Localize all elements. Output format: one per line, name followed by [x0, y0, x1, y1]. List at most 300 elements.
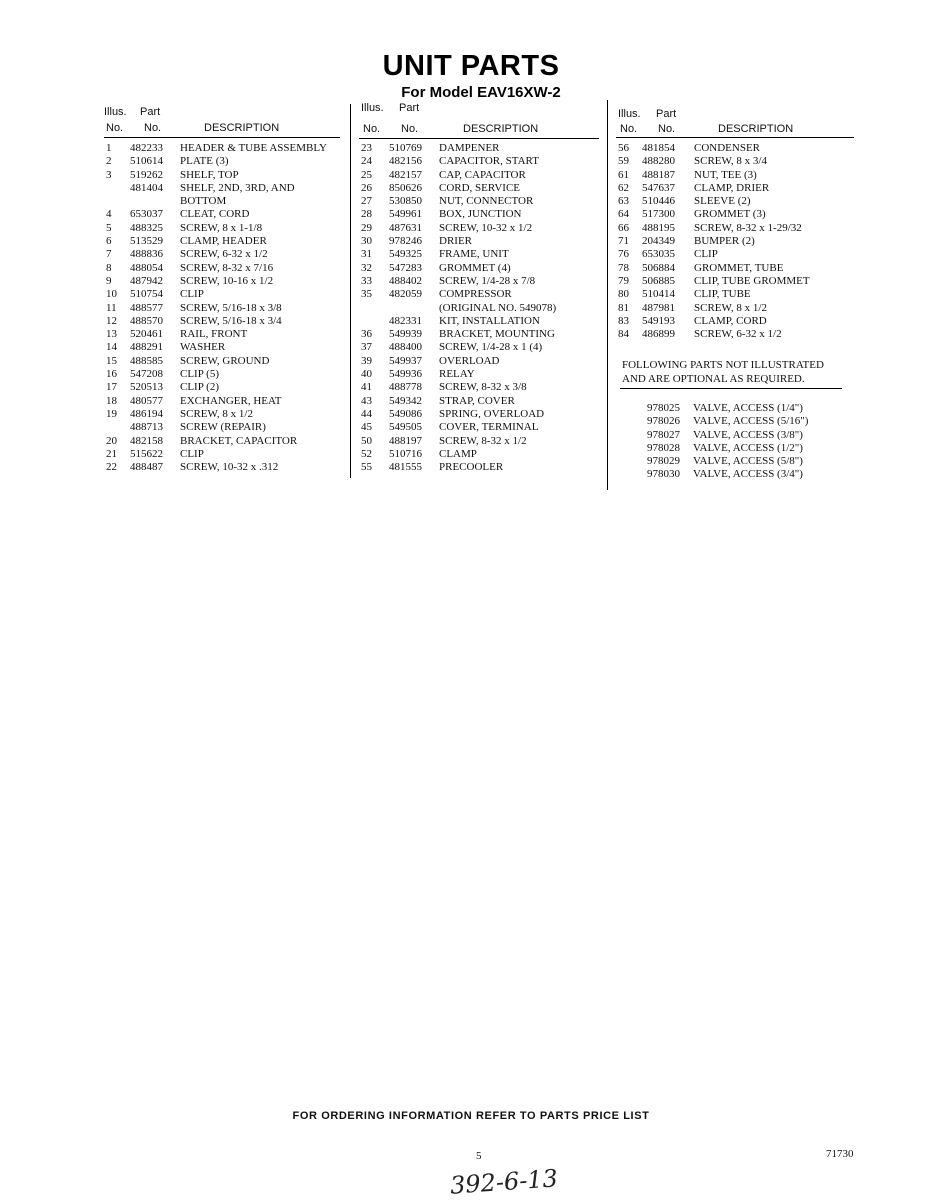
parts-list [359, 142, 603, 474]
part-number: 482331 [389, 314, 422, 327]
description-label: DESCRIPTION [463, 123, 539, 135]
illus-number: 26 [361, 181, 372, 194]
part-description: SCREW, 8-32 x 1/2 [439, 434, 527, 447]
table-row [104, 395, 344, 408]
illus-number: 28 [361, 208, 372, 221]
part-description: FRAME, UNIT [439, 248, 509, 261]
illus-number: 12 [106, 314, 117, 327]
table-row [104, 262, 344, 275]
illus-number: 63 [618, 195, 629, 208]
part-number: 530850 [389, 195, 422, 208]
table-row [359, 448, 603, 461]
illus-number: 20 [106, 434, 117, 447]
part-description: SCREW, 1/4-28 x 7/8 [439, 274, 536, 287]
part-number: 978246 [389, 235, 422, 248]
part-description: NUT, CONNECTOR [439, 195, 534, 208]
part-description: BRACKET, CAPACITOR [180, 434, 298, 447]
table-row [359, 408, 603, 421]
illus-number: 71 [618, 235, 629, 248]
part-number: 488713 [130, 421, 163, 434]
part-description: SCREW, 10-16 x 1/2 [180, 274, 274, 287]
table-row [104, 381, 344, 394]
part-description: CLIP (5) [180, 368, 220, 381]
illus-number: 30 [361, 235, 372, 248]
part-description: CAP, CAPACITOR [439, 168, 526, 181]
parts-list [104, 142, 344, 474]
illus-number: 16 [106, 368, 117, 381]
part-description: SCREW (REPAIR) [180, 421, 266, 434]
part-label: Part [656, 108, 677, 120]
part-description: SCREW, 8 x 1/2 [180, 407, 253, 420]
illus-number: 18 [106, 394, 117, 407]
illus-number: 37 [361, 341, 372, 354]
table-row [616, 182, 856, 195]
parts-column-3 [616, 106, 856, 341]
part-description: SCREW, 6-32 x 1/2 [694, 328, 782, 341]
illus-number: 50 [361, 434, 372, 447]
part-description: SCREW, 6-32 x 1/2 [180, 248, 268, 261]
parts-column-1 [104, 106, 344, 474]
part-description: CLAMP, DRIER [694, 181, 770, 194]
table-row [616, 235, 856, 248]
part-number: 510716 [389, 447, 422, 460]
table-row [359, 395, 603, 408]
part-description: SCREW, 8 x 3/4 [694, 155, 767, 168]
part-description: SCREW, 8 x 1/2 [694, 301, 767, 314]
part-description: CAPACITOR, START [439, 155, 539, 168]
table-row [616, 142, 856, 155]
part-number: 488197 [389, 434, 422, 447]
part-number: 515622 [130, 447, 163, 460]
part-description: SCREW, 10-32 x .312 [180, 461, 279, 474]
table-row [359, 421, 603, 434]
part-number: 488195 [642, 221, 675, 234]
part-description: CLIP [180, 288, 204, 301]
illus-number: 4 [106, 208, 112, 221]
part-description: CLIP [180, 447, 204, 460]
illus-number: 59 [618, 155, 629, 168]
table-row [616, 169, 856, 182]
part-number: 547208 [130, 368, 163, 381]
table-row [104, 315, 344, 328]
model-subtitle: For Model EAV16XW-2 [401, 84, 561, 101]
illus-number: 25 [361, 168, 372, 181]
illus-number: 81 [618, 301, 629, 314]
part-description: KIT, INSTALLATION [439, 314, 540, 327]
optional-parts-list [617, 402, 847, 482]
part-number: 487631 [389, 221, 422, 234]
part-number: 549325 [389, 248, 422, 261]
table-row [616, 248, 856, 261]
illus-number: 11 [106, 301, 117, 314]
part-description: RAIL, FRONT [180, 328, 248, 341]
table-row [104, 368, 344, 381]
part-description: SHELF, 2ND, 3RD, AND [180, 181, 295, 194]
part-number: 513529 [130, 235, 163, 248]
part-number: 204349 [642, 235, 675, 248]
part-number: 510754 [130, 288, 163, 301]
illus-number: 41 [361, 381, 372, 394]
part-description: SCREW, GROUND [180, 354, 270, 367]
illus-number: 13 [106, 328, 117, 341]
table-row [359, 275, 603, 288]
header-rule [359, 138, 599, 139]
part-number: 549193 [642, 314, 675, 327]
illus-number: 84 [618, 328, 629, 341]
illus-number: 52 [361, 447, 372, 460]
part-number: 488280 [642, 155, 675, 168]
part-number: 481404 [130, 181, 163, 194]
header-rule [104, 137, 340, 138]
table-row [616, 302, 856, 315]
part-number: 481555 [389, 461, 422, 474]
part-number: 549086 [389, 407, 422, 420]
table-row [104, 275, 344, 288]
part-description: BOTTOM [180, 195, 227, 208]
part-number: 482059 [389, 288, 422, 301]
part-description: COMPRESSOR [439, 288, 512, 301]
illus-number: 43 [361, 394, 372, 407]
table-row [359, 315, 603, 328]
illus-number: 56 [618, 142, 629, 154]
part-number: 488325 [130, 221, 163, 234]
part-description: EXCHANGER, HEAT [180, 394, 282, 407]
part-description: DRIER [439, 235, 472, 248]
illus-number: 80 [618, 288, 629, 301]
part-description: PLATE (3) [180, 155, 229, 168]
illus-number: 39 [361, 354, 372, 367]
part-number: 488402 [389, 274, 422, 287]
illus-number: 33 [361, 274, 372, 287]
part-description: SHELF, TOP [180, 168, 239, 181]
part-description: CLAMP, HEADER [180, 235, 267, 248]
illus-label: Illus. [361, 102, 384, 114]
page-title: UNIT PARTS [382, 50, 560, 82]
part-description: DAMPENER [439, 142, 500, 154]
part-description: WASHER [180, 341, 226, 354]
column-divider-1 [350, 104, 351, 478]
part-number: 506885 [642, 274, 675, 287]
illus-number: 55 [361, 461, 372, 474]
part-number: 549939 [389, 328, 422, 341]
header-rule [616, 137, 854, 138]
part-number: 488778 [389, 381, 422, 394]
part-no-label: No. [144, 122, 162, 134]
table-row [359, 328, 603, 341]
illus-number: 21 [106, 447, 117, 460]
part-description: VALVE, ACCESS (1/2") [693, 441, 803, 454]
part-description: BUMPER (2) [694, 235, 755, 248]
illus-number: 22 [106, 461, 117, 474]
illus-number: 10 [106, 288, 117, 301]
no-label: No. [363, 123, 381, 135]
part-number: 486194 [130, 407, 163, 420]
part-number: 488400 [389, 341, 422, 354]
parts-column-2 [359, 102, 603, 474]
description-label: DESCRIPTION [718, 123, 794, 135]
part-description: CLAMP, CORD [694, 314, 767, 327]
table-row [359, 222, 603, 235]
part-number: 549342 [389, 394, 422, 407]
document-number: 71730 [826, 1148, 854, 1160]
table-row [359, 195, 603, 208]
part-number: 488836 [130, 248, 163, 261]
table-row [359, 262, 603, 275]
ordering-footer: FOR ORDERING INFORMATION REFER TO PARTS PRICE LIST [292, 1110, 650, 1122]
part-description: VALVE, ACCESS (5/16") [693, 415, 809, 428]
part-description: SLEEVE (2) [694, 195, 751, 208]
part-description: CLEAT, CORD [180, 208, 250, 221]
part-number: 482157 [389, 168, 422, 181]
part-description: BOX, JUNCTION [439, 208, 522, 221]
illus-number: 15 [106, 354, 117, 367]
illus-label: Illus. [104, 106, 127, 118]
no-label: No. [106, 122, 124, 134]
table-row [104, 288, 344, 301]
part-number: 850626 [389, 181, 422, 194]
part-number: 482156 [389, 155, 422, 168]
table-row [616, 262, 856, 275]
part-description: PRECOOLER [439, 461, 504, 474]
illus-number: 36 [361, 328, 372, 341]
part-description: GROMMET (3) [694, 208, 766, 221]
table-row [104, 302, 344, 315]
table-row [359, 435, 603, 448]
part-description: RELAY [439, 368, 475, 381]
part-number: 519262 [130, 168, 163, 181]
table-row [104, 222, 344, 235]
table-row [104, 341, 344, 354]
optional-note-line-1: FOLLOWING PARTS NOT ILLUSTRATED [622, 359, 824, 371]
illus-number: 3 [106, 168, 112, 181]
part-no-label: No. [401, 123, 419, 135]
part-number: 488291 [130, 341, 163, 354]
table-row [617, 468, 847, 481]
table-row [617, 442, 847, 455]
illus-number: 27 [361, 195, 372, 208]
part-number: 978025 [647, 402, 680, 414]
illus-number: 64 [618, 208, 629, 221]
part-description: HEADER & TUBE ASSEMBLY [180, 142, 327, 154]
part-number: 517300 [642, 208, 675, 221]
table-row [359, 368, 603, 381]
illus-number: 79 [618, 274, 629, 287]
part-number: 480577 [130, 394, 163, 407]
parts-list [616, 142, 856, 341]
part-description: CLIP, TUBE [694, 288, 751, 301]
part-label: Part [140, 106, 161, 118]
part-number: 488570 [130, 314, 163, 327]
illus-number: 2 [106, 155, 112, 168]
part-description: SCREW, 8-32 x 1-29/32 [694, 221, 802, 234]
table-row [359, 182, 603, 195]
table-row [104, 169, 344, 182]
part-description: SCREW, 5/16-18 x 3/4 [180, 314, 282, 327]
part-description: OVERLOAD [439, 354, 500, 367]
table-row [104, 155, 344, 168]
table-row [104, 248, 344, 261]
table-row [616, 155, 856, 168]
column-header [616, 106, 856, 142]
part-number: 549936 [389, 368, 422, 381]
illus-number: 83 [618, 314, 629, 327]
part-description: GROMMET, TUBE [694, 261, 784, 274]
part-number: 488054 [130, 261, 163, 274]
part-no-label: No. [658, 123, 676, 135]
part-number: 488487 [130, 461, 163, 474]
part-description: NUT, TEE (3) [694, 168, 757, 181]
part-number: 978026 [647, 415, 680, 428]
table-row [359, 208, 603, 221]
illus-number: 29 [361, 221, 372, 234]
part-description: VALVE, ACCESS (1/4") [693, 402, 803, 414]
part-number: 481854 [642, 142, 675, 154]
table-row [104, 208, 344, 221]
part-number: 506884 [642, 261, 675, 274]
part-description: CORD, SERVICE [439, 181, 521, 194]
part-number: 486899 [642, 328, 675, 341]
table-row [616, 328, 856, 341]
illus-number: 62 [618, 181, 629, 194]
part-number: 510769 [389, 142, 422, 154]
illus-number: 17 [106, 381, 117, 394]
part-description: CLIP (2) [180, 381, 220, 394]
table-row [616, 222, 856, 235]
part-description: BRACKET, MOUNTING [439, 328, 555, 341]
illus-number: 45 [361, 421, 372, 434]
table-row [617, 455, 847, 468]
part-description: VALVE, ACCESS (5/8") [693, 455, 803, 468]
table-row [104, 448, 344, 461]
optional-note-rule [620, 388, 842, 389]
part-number: 482158 [130, 434, 163, 447]
table-row [359, 302, 603, 315]
part-number: 487981 [642, 301, 675, 314]
part-number: 549937 [389, 354, 422, 367]
table-row [359, 169, 603, 182]
table-row [617, 429, 847, 442]
part-description: STRAP, COVER [439, 394, 515, 407]
table-row [104, 355, 344, 368]
part-description: SCREW, 8-32 x 7/16 [180, 261, 274, 274]
illus-number: 19 [106, 407, 117, 420]
part-description: COVER, TERMINAL [439, 421, 539, 434]
handwritten-note: 392-6-13 [449, 1164, 559, 1200]
illus-number: 40 [361, 368, 372, 381]
part-description: (ORIGINAL NO. 549078) [439, 301, 557, 314]
optional-note-line-2: AND ARE OPTIONAL AS REQUIRED. [622, 373, 805, 385]
table-row [104, 435, 344, 448]
table-row [616, 315, 856, 328]
table-row [616, 288, 856, 301]
table-row [359, 288, 603, 301]
part-description: CLAMP [439, 447, 477, 460]
illus-number: 35 [361, 288, 372, 301]
part-number: 487942 [130, 274, 163, 287]
table-row [104, 235, 344, 248]
table-row [104, 461, 344, 474]
part-number: 488187 [642, 168, 675, 181]
illus-number: 14 [106, 341, 117, 354]
illus-number: 5 [106, 221, 112, 234]
table-row [359, 142, 603, 155]
part-number: 488577 [130, 301, 163, 314]
part-number: 978030 [647, 468, 680, 481]
part-number: 549505 [389, 421, 422, 434]
part-description: VALVE, ACCESS (3/8") [693, 428, 803, 441]
table-row [359, 355, 603, 368]
part-number: 488585 [130, 354, 163, 367]
column-header [104, 106, 344, 142]
table-row [359, 341, 603, 354]
table-row [104, 195, 344, 208]
part-number: 520513 [130, 381, 163, 394]
table-row [359, 381, 603, 394]
no-label: No. [620, 123, 638, 135]
illus-number: 23 [361, 142, 372, 154]
part-number: 510614 [130, 155, 163, 168]
illus-number: 76 [618, 248, 629, 261]
illus-number: 1 [106, 142, 112, 154]
table-row [104, 328, 344, 341]
table-row [104, 421, 344, 434]
part-description: SCREW, 8-32 x 3/8 [439, 381, 527, 394]
illus-number: 61 [618, 168, 629, 181]
table-row [617, 402, 847, 415]
part-description: SCREW, 1/4-28 x 1 (4) [439, 341, 543, 354]
part-description: CLIP [694, 248, 718, 261]
illus-number: 8 [106, 261, 112, 274]
part-description: SCREW, 5/16-18 x 3/8 [180, 301, 282, 314]
part-description: CLIP, TUBE GROMMET [694, 274, 810, 287]
description-label: DESCRIPTION [204, 122, 280, 134]
column-header [359, 102, 603, 142]
part-number: 978027 [647, 428, 680, 441]
part-description: GROMMET (4) [439, 261, 511, 274]
table-row [616, 275, 856, 288]
table-row [359, 461, 603, 474]
part-number: 547283 [389, 261, 422, 274]
table-row [617, 415, 847, 428]
table-row [616, 208, 856, 221]
part-number: 978028 [647, 441, 680, 454]
table-row [104, 408, 344, 421]
part-number: 653035 [642, 248, 675, 261]
illus-number: 32 [361, 261, 372, 274]
illus-number: 9 [106, 274, 112, 287]
table-row [104, 142, 344, 155]
table-row [616, 195, 856, 208]
illus-number: 24 [361, 155, 372, 168]
illus-number: 6 [106, 235, 112, 248]
illus-number: 31 [361, 248, 372, 261]
part-description: CONDENSER [694, 142, 761, 154]
part-description: SCREW, 8 x 1-1/8 [180, 221, 263, 234]
part-number: 549961 [389, 208, 422, 221]
table-row [359, 248, 603, 261]
table-row [359, 155, 603, 168]
part-number: 510414 [642, 288, 675, 301]
part-number: 520461 [130, 328, 163, 341]
part-description: SPRING, OVERLOAD [439, 407, 545, 420]
table-row [104, 182, 344, 195]
part-number: 978029 [647, 455, 680, 468]
page-number: 5 [476, 1150, 482, 1162]
part-number: 510446 [642, 195, 675, 208]
illus-number: 78 [618, 261, 629, 274]
column-divider-2 [607, 100, 608, 490]
part-description: VALVE, ACCESS (3/4") [693, 468, 803, 481]
